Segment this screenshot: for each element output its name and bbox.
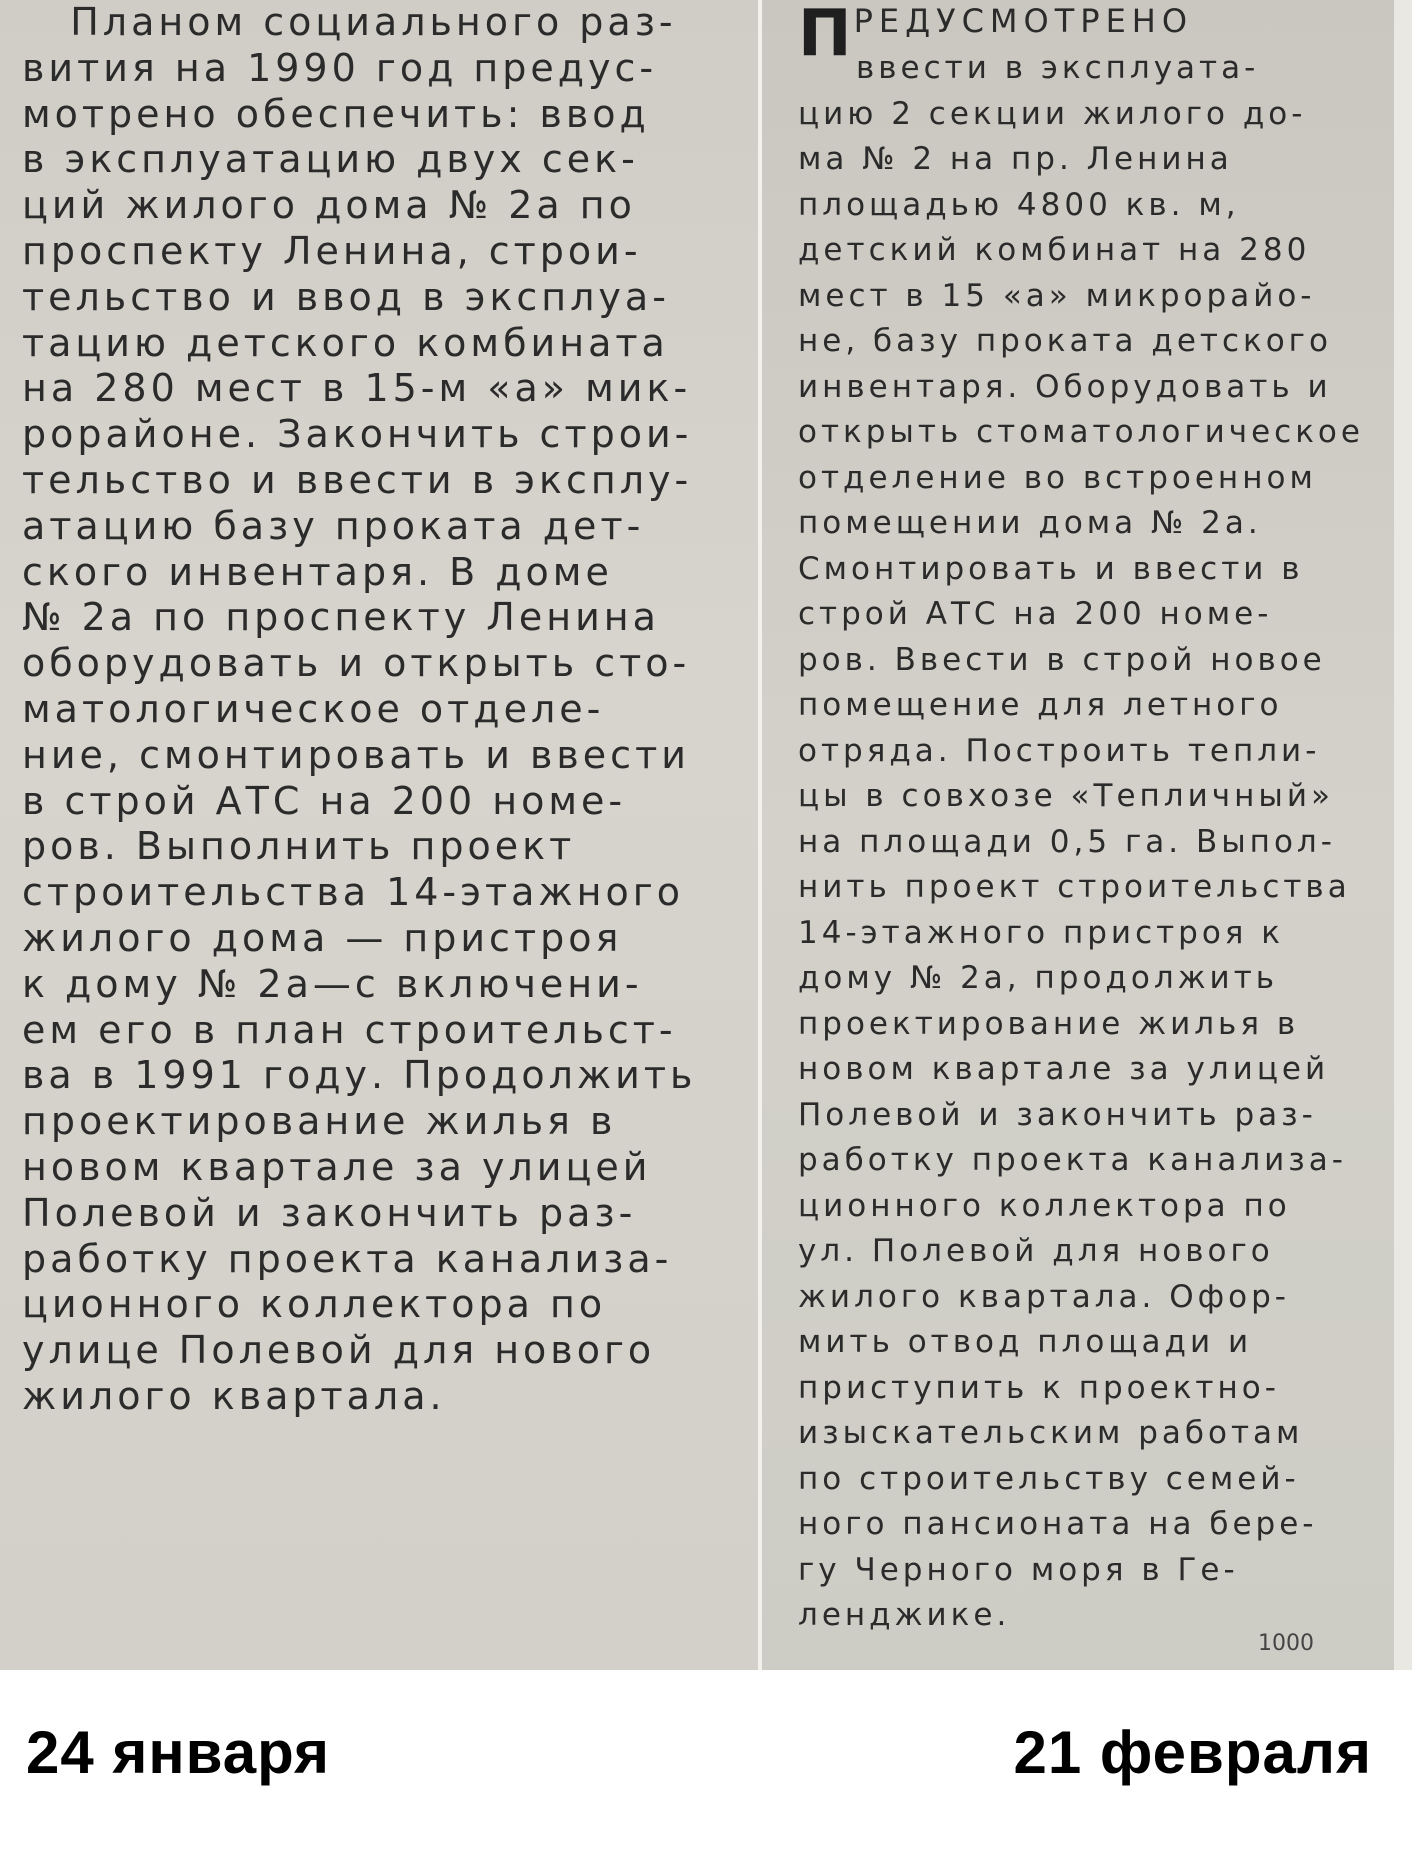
right-text-line: дому № 2а, продолжить (798, 960, 1279, 996)
left-text-line: тельство и ввод в эксплуа- (22, 274, 670, 319)
right-text-line: помещении дома № 2а. (798, 505, 1262, 541)
right-text-line: по строительству семей- (798, 1460, 1300, 1497)
left-text-line: оборудовать и открыть сто- (22, 641, 691, 686)
left-text-line: тельство и ввести в эксплу- (22, 457, 693, 502)
drop-cap: П (798, 0, 852, 71)
left-date-caption: 24 января (26, 1719, 330, 1786)
right-text-line: ленджике. (798, 1597, 1011, 1633)
left-text-line: к дому № 2а—с включени- (22, 961, 643, 1006)
right-text-line: гу Черного моря в Ге- (798, 1551, 1239, 1588)
right-clipping-text (798, 92, 1412, 1639)
right-text-line: отряда. Построить тепли- (798, 732, 1321, 769)
right-text-line: нить проект строительства (798, 869, 1351, 905)
left-text-line: в строй АТС на 200 номе- (22, 778, 627, 823)
right-text-line: ционного коллектора по (798, 1187, 1291, 1224)
left-text-line: ем его в план строительст- (22, 1007, 677, 1052)
left-text-line: ций жилого дома № 2а по (22, 183, 636, 228)
cutoff-text: 1000 (1258, 1630, 1314, 1656)
right-text-line: помещение для летного (798, 687, 1283, 723)
right-text-line: мест в 15 «а» микрорайо- (798, 277, 1316, 314)
right-text-line: изыскательским работам (798, 1415, 1304, 1451)
right-text-line: новом квартале за улицей (798, 1051, 1330, 1087)
right-text-line: Полевой и закончить раз- (798, 1096, 1317, 1133)
left-text-line: атацию базу проката дет- (22, 503, 645, 548)
right-text-line: работку проекта канализа- (798, 1142, 1347, 1178)
left-text-line: ров. Выполнить проект (22, 824, 576, 869)
right-text-line: не, базу проката детского (798, 323, 1332, 359)
heading-text: РЕДУСМОТРЕНО (853, 2, 1194, 40)
right-text-line: мить отвод площади и (798, 1324, 1253, 1360)
right-date-caption: 21 февраля (1013, 1719, 1372, 1786)
right-clipping (762, 0, 1412, 1670)
left-text-line: улице Полевой для нового (22, 1328, 656, 1373)
right-text-line: жилого квартала. Офор- (798, 1278, 1290, 1315)
right-text-line: детский комбинат на 280 (798, 232, 1311, 268)
left-text-line: вития на 1990 год предус- (22, 45, 658, 90)
left-text-line: проектирование жилья в (22, 1099, 617, 1144)
right-text-line: приступить к проектно- (798, 1369, 1280, 1406)
right-text-line: Смонтировать и ввести в (798, 550, 1304, 587)
right-text-line: отделение во встроенном (798, 459, 1317, 496)
right-text-line: площадью 4800 кв. м, (798, 186, 1240, 223)
scan-edge (1394, 0, 1412, 1670)
right-text-line: цию 2 секции жилого до- (798, 95, 1307, 132)
left-clipping (0, 0, 758, 1670)
left-clipping-text (22, 0, 758, 1420)
right-text-line: проектирование жилья в (798, 1005, 1300, 1042)
left-text-line: матологическое отделе- (22, 686, 605, 731)
left-text-line: жилого дома — пристроя (22, 915, 623, 960)
right-text-line: ного пансионата на бере- (798, 1506, 1318, 1542)
right-text-line: ма № 2 на пр. Ленина (798, 141, 1233, 177)
left-text-line: ва в 1991 году. Продолжить (22, 1053, 697, 1098)
left-text-line: рорайоне. Закончить строи- (22, 412, 693, 457)
right-text-line: инвентаря. Оборудовать и (798, 368, 1332, 405)
left-text-line: проспекту Ленина, строи- (22, 228, 642, 273)
left-text-line: строительства 14-этажного (22, 870, 684, 915)
left-text-line: ние, смонтировать и ввести (22, 732, 690, 777)
left-text-line: № 2а по проспекту Ленина (22, 595, 660, 640)
left-text-line: новом квартале за улицей (22, 1144, 652, 1189)
right-text-line: 14-этажного пристроя к (798, 914, 1285, 951)
right-text-line: открыть стоматологическое (798, 414, 1364, 450)
right-text-line: цы в совхозе «Тепличный» (798, 778, 1334, 814)
left-text-line: ционного коллектора по (22, 1282, 607, 1327)
right-text-line: строй АТС на 200 номе- (798, 596, 1273, 632)
left-text-line: мотрено обеспечить: ввод (22, 91, 650, 136)
left-text-line: работку проекта канализа- (22, 1236, 673, 1281)
left-text-line: на 280 мест в 15-м «а» мик- (22, 366, 692, 411)
right-first-line: ввести в эксплуата- (856, 50, 1260, 86)
left-text-line: Планом социального раз- (22, 0, 677, 44)
left-text-line: в эксплуатацию двух сек- (22, 137, 639, 182)
left-text-line: Полевой и закончить раз- (22, 1190, 637, 1235)
left-text-line: ского инвентаря. В доме (22, 549, 613, 594)
right-text-line: ул. Полевой для нового (798, 1233, 1274, 1269)
left-text-line: жилого квартала. (22, 1373, 446, 1418)
right-text-line: на площади 0,5 га. Выпол- (798, 823, 1336, 860)
left-text-line: тацию детского комбината (22, 320, 669, 365)
right-text-line: ров. Ввести в строй новое (798, 641, 1326, 678)
